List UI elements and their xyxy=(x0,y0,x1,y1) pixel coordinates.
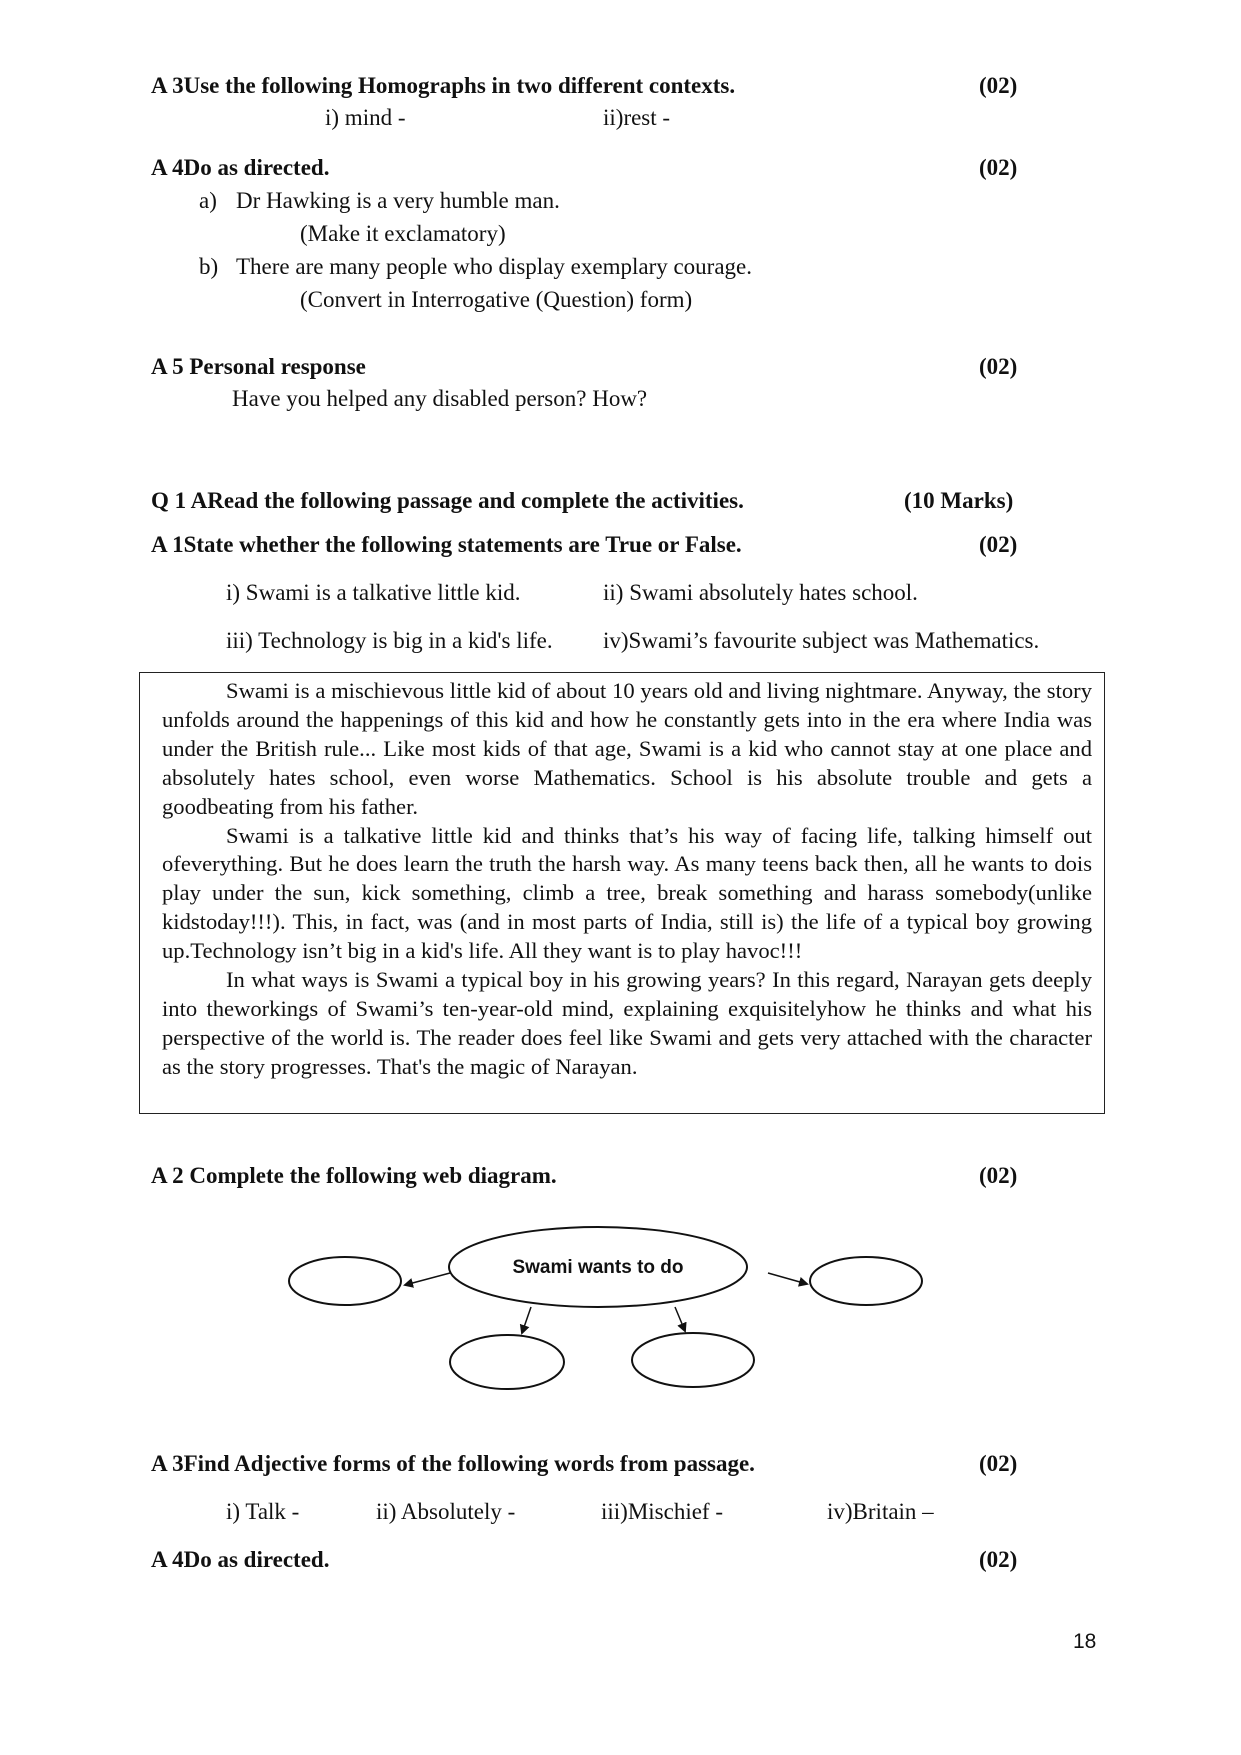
web-blank-node-bottom-left[interactable] xyxy=(450,1335,564,1389)
passage-paragraph-1: Swami is a mischievous little kid of about 10 years old and living nightmare. Anyway, the story unfolds around the happenings of this kid and how he constantly gets into in the era where India was under the British rule... Like most kids of that age, Swami is a kid who cannot stay at one place and absolutely hates school, even worse Mathematics. School is his absolute trouble and gets a goodbeating from his father. xyxy=(162,678,1092,819)
web-arrow-bottom-left xyxy=(522,1307,531,1333)
a4-item-b-label: b) xyxy=(199,254,219,279)
web-arrow-right xyxy=(768,1273,807,1284)
a4-directed-2-marks: (02) xyxy=(979,1547,1018,1572)
a4-item-a-label: a) xyxy=(199,188,217,213)
a5-personal-marks: (02) xyxy=(979,354,1018,379)
a4-item-b-instruction: (Convert in Interrogative (Question) form) xyxy=(300,287,693,312)
a3-adjectives-marks: (02) xyxy=(979,1451,1018,1476)
a1-truefalse-heading: A 1State whether the following statements are True or False. xyxy=(151,532,742,557)
web-diagram xyxy=(280,1225,940,1405)
q1a-marks: (10 Marks) xyxy=(904,488,1014,513)
a3-homographs-marks: (02) xyxy=(979,73,1018,98)
a4-directed-marks: (02) xyxy=(979,155,1018,180)
passage-paragraph-2: Swami is a talkative little kid and thinks that’s his way of facing life, talking himself out ofeverything. But he does learn the truth the harsh way. As many teens back then, all he wants to dois play under the sun, kick something, climb a tree, break something and harass somebody(unlike kidstoday!!!). This, in fact, was (and in most parts of India, still is) the life of a typical boy growing up.Technology isn’t big in a kid's life. All they want is to play havoc!!! xyxy=(162,822,1092,964)
web-blank-node-bottom-right[interactable] xyxy=(632,1333,754,1387)
a4-directed-heading: A 4Do as directed. xyxy=(151,155,330,180)
a3-homographs-heading: A 3Use the following Homographs in two different contexts. xyxy=(151,73,736,98)
adjective-item-1: i) Talk - xyxy=(226,1499,300,1524)
homograph-item-1: i) mind - xyxy=(325,105,406,130)
tf-statement-3: iii) Technology is big in a kid's life. xyxy=(226,628,553,653)
passage-paragraph-3: In what ways is Swami a typical boy in his growing years? In this regard, Narayan gets deeply into theworkings of Swami’s ten-year-old mind, explaining exquisitelyhow he thinks and what his perspective of the world is. The reader does feel like Swami and gets very attached with the character as the story progresses. That's the magic of Narayan. xyxy=(162,967,1092,1079)
tf-statement-2: ii) Swami absolutely hates school. xyxy=(603,580,918,605)
web-blank-node-right[interactable] xyxy=(810,1257,922,1305)
q1a-heading: Q 1 ARead the following passage and complete the activities. xyxy=(151,488,744,513)
a4-directed-2-heading: A 4Do as directed. xyxy=(151,1547,330,1572)
a2-web-heading: A 2 Complete the following web diagram. xyxy=(151,1163,557,1188)
web-blank-node-left[interactable] xyxy=(289,1257,401,1305)
adjective-item-2: ii) Absolutely - xyxy=(376,1499,516,1524)
adjective-item-4: iv)Britain – xyxy=(827,1499,934,1524)
adjective-item-3: iii)Mischief - xyxy=(601,1499,723,1524)
web-center-label: Swami wants to do xyxy=(512,1257,684,1278)
a5-personal-heading: A 5 Personal response xyxy=(151,354,366,379)
a3-adjectives-heading: A 3Find Adjective forms of the following words from passage. xyxy=(151,1451,755,1476)
homograph-item-2: ii)rest - xyxy=(603,105,671,130)
tf-statement-4: iv)Swami’s favourite subject was Mathematics. xyxy=(603,628,1040,653)
a4-item-b-text: There are many people who display exemplary courage. xyxy=(236,254,753,279)
a1-truefalse-marks: (02) xyxy=(979,532,1018,557)
a2-web-marks: (02) xyxy=(979,1163,1018,1188)
page-number: 18 xyxy=(1073,1630,1097,1653)
a4-item-a-instruction: (Make it exclamatory) xyxy=(300,221,506,246)
a5-personal-question: Have you helped any disabled person? How? xyxy=(232,386,648,411)
a4-item-a-text: Dr Hawking is a very humble man. xyxy=(236,188,560,213)
tf-statement-1: i) Swami is a talkative little kid. xyxy=(226,580,521,605)
web-arrow-bottom-right xyxy=(675,1307,685,1331)
web-arrow-left xyxy=(405,1273,450,1285)
passage-box xyxy=(139,672,1105,1114)
